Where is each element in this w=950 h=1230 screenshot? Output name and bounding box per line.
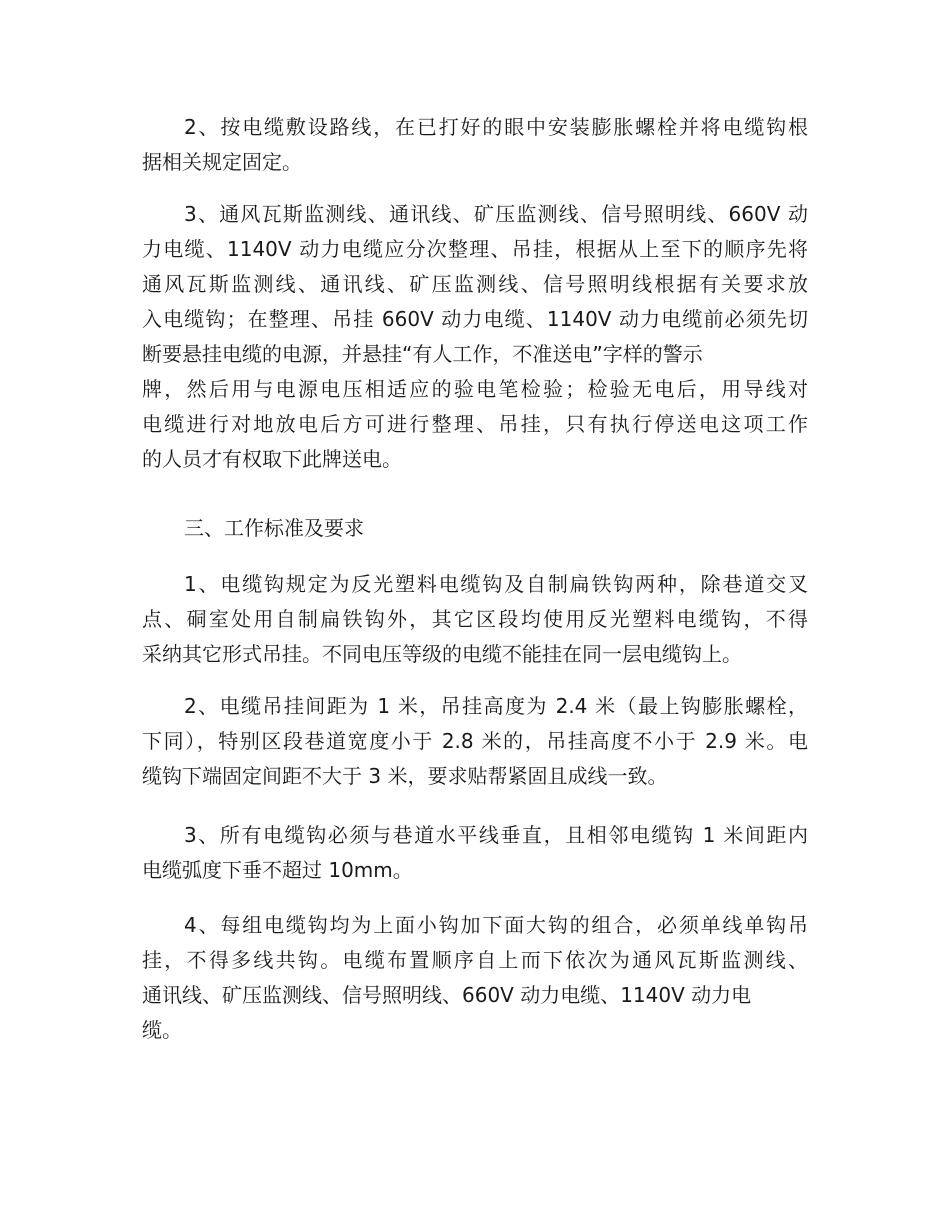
section-title: 三、工作标准及要求 bbox=[184, 516, 364, 540]
text-line: 2、电缆吊挂间距为 1 米，吊挂高度为 2.4 米（最上钩膨胀螺栓， bbox=[184, 694, 808, 718]
paragraph-std-3 bbox=[142, 818, 808, 888]
text-line: 3、通风瓦斯监测线、通讯线、矿压监测线、信号照明线、660V 动 bbox=[184, 202, 808, 226]
text-line: 点、硐室处用自制扁铁钩外，其它区段均使用反光塑料电缆钩，不得 bbox=[142, 607, 808, 631]
text-line: 的人员才有权取下此牌送电。 bbox=[142, 447, 402, 471]
text-line: 下同），特别区段巷道宽度小于 2.8 米的，吊挂高度不小于 2.9 米。电 bbox=[142, 729, 808, 753]
text-line: 采纳其它形式吊挂。不同电压等级的电缆不能挂在同一层电缆钩上。 bbox=[142, 642, 742, 666]
text-line: 3、所有电缆钩必须与巷道水平线垂直，且相邻电缆钩 1 米间距内 bbox=[184, 823, 808, 847]
paragraph-std-4 bbox=[142, 908, 808, 1048]
text-line: 2、按电缆敷设路线，在已打好的眼中安装膨胀螺栓并将电缆钩根 bbox=[184, 115, 808, 139]
text-line: 电缆进行对地放电后方可进行整理、吊挂，只有执行停送电这项工作 bbox=[142, 412, 808, 436]
paragraph-item-2-install bbox=[142, 110, 808, 180]
paragraph-std-1 bbox=[142, 567, 808, 672]
text-line: 入电缆钩；在整理、吊挂 660V 动力电缆、1140V 动力电缆前必须先切 bbox=[142, 307, 808, 331]
text-line: 力电缆、1140V 动力电缆应分次整理、吊挂，根据从上至下的顺序先将 bbox=[142, 237, 808, 261]
text-line: 缆。 bbox=[142, 1018, 182, 1042]
text-line: 牌，然后用与电源电压相适应的验电笔检验；检验无电后，用导线对 bbox=[142, 377, 808, 401]
paragraph-std-2 bbox=[142, 689, 808, 794]
text-line: 断要悬挂电缆的电源，并悬挂“有人工作，不准送电”字样的警示 bbox=[142, 342, 703, 366]
text-line: 通讯线、矿压监测线、信号照明线、660V 动力电缆、1140V 动力电 bbox=[142, 983, 752, 1007]
text-line: 缆钩下端固定间距不大于 3 米，要求贴帮紧固且成线一致。 bbox=[142, 764, 668, 788]
text-line: 挂，不得多线共钩。电缆布置顺序自上而下依次为通风瓦斯监测线、 bbox=[142, 948, 808, 972]
text-line: 据相关规定固定。 bbox=[142, 150, 302, 174]
text-line: 通风瓦斯监测线、通讯线、矿压监测线、信号照明线根据有关要求放 bbox=[142, 272, 808, 296]
text-line: 电缆弧度下垂不超过 10mm。 bbox=[142, 858, 413, 882]
section-heading bbox=[142, 511, 808, 546]
text-line: 4、每组电缆钩均为上面小钩加下面大钩的组合，必须单线单钩吊 bbox=[184, 913, 808, 937]
paragraph-item-3-order bbox=[142, 197, 808, 477]
text-line: 1、电缆钩规定为反光塑料电缆钩及自制扁铁钩两种，除巷道交叉 bbox=[184, 572, 808, 596]
